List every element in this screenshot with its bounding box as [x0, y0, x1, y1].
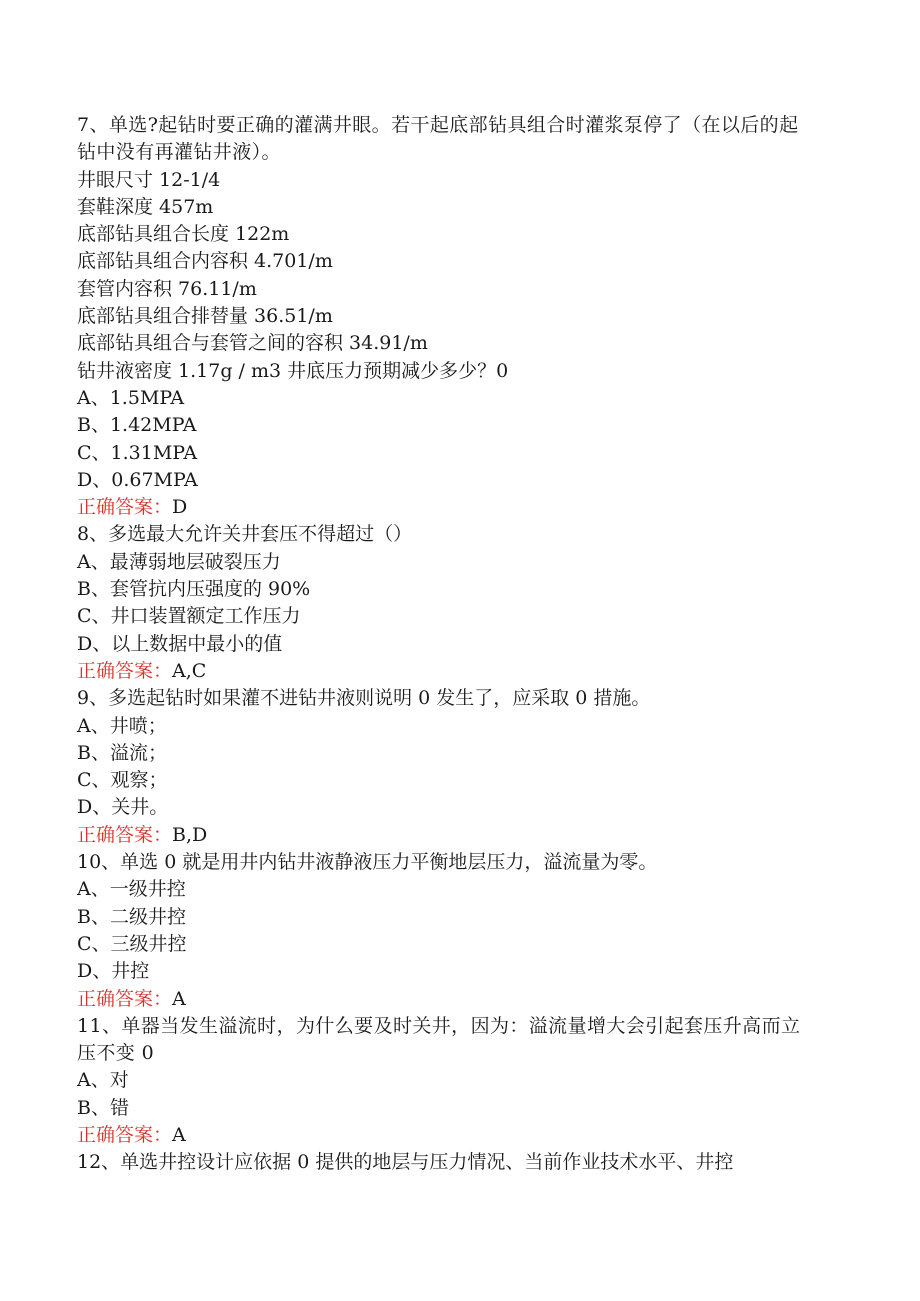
answer-label: 正确答案：: [77, 659, 173, 682]
option-b: B、二级井控: [77, 905, 186, 928]
question-block: [77, 112, 817, 521]
option-d: D、井控: [77, 960, 150, 983]
answer-line: [77, 1122, 817, 1149]
question-detail: 套鞋深度 457m: [77, 195, 214, 218]
answer-line: [77, 986, 817, 1013]
answer-value: A: [172, 1123, 186, 1146]
answer-value: A: [172, 987, 186, 1010]
question-detail: 底部钻具组合内容积 4.701/m: [77, 250, 333, 273]
answer-value: A,C: [172, 659, 207, 682]
answer-value: B,D: [172, 823, 208, 846]
question-detail: 井眼尺寸 12-1/4: [77, 168, 221, 191]
option-a: A、一级井控: [77, 878, 186, 901]
answer-line: [77, 494, 817, 521]
question-stem: 10、单选 0 就是用井内钻井液静液压力平衡地层压力，溢流量为零。: [77, 851, 658, 874]
option-c: C、三级井控: [77, 932, 187, 955]
option-b: B、错: [77, 1096, 129, 1119]
question-block: [77, 521, 817, 685]
option-d: D、0.67MPA: [77, 468, 198, 491]
answer-label: 正确答案：: [77, 496, 173, 519]
option-a: A、对: [77, 1069, 129, 1092]
option-a: A、井喷；: [77, 714, 167, 737]
question-detail: 底部钻具组合排替量 36.51/m: [77, 305, 333, 328]
option-a: A、最薄弱地层破裂压力: [77, 550, 281, 573]
option-c: C、1.31MPA: [77, 441, 198, 464]
question-stem: 11、单器当发生溢流时，为什么要及时关井，因为：溢流量增大会引起套压升高而立压不变 0: [77, 1014, 801, 1065]
answer-line: [77, 822, 817, 849]
option-b: B、溢流；: [77, 741, 167, 764]
question-detail: 底部钻具组合长度 122m: [77, 223, 290, 246]
question-block: [77, 1013, 817, 1149]
question-detail: 钻井液密度 1.17g / m3 井底压力预期减少多少？0: [77, 359, 509, 382]
option-d: D、关井。: [77, 796, 169, 819]
question-detail: 套管内容积 76.11/m: [77, 277, 257, 300]
question-stem: 8、多选最大允许关井套压不得超过（）: [77, 523, 413, 546]
option-b: B、1.42MPA: [77, 414, 197, 437]
answer-label: 正确答案：: [77, 987, 173, 1010]
document-body: [77, 112, 817, 1177]
question-block: [77, 685, 817, 849]
question-stem: 7、单选?起钻时要正确的灌满井眼。若干起底部钻具组合时灌浆泵停了（在以后的起钻中没有再灌钻井液）。: [77, 114, 799, 164]
answer-line: [77, 658, 817, 685]
option-c: C、井口装置额定工作压力: [77, 605, 301, 628]
option-a: A、1.5MPA: [77, 386, 185, 409]
question-block: [77, 1149, 817, 1176]
option-d: D、以上数据中最小的值: [77, 632, 283, 655]
option-b: B、套管抗内压强度的 90%: [77, 578, 311, 601]
answer-label: 正确答案：: [77, 823, 173, 846]
option-c: C、观察；: [77, 769, 168, 792]
answer-value: D: [172, 496, 188, 519]
question-detail: 底部钻具组合与套管之间的容积 34.91/m: [77, 332, 428, 355]
question-stem: 9、多选起钻时如果灌不进钻井液则说明 0 发生了，应采取 0 措施。: [77, 687, 651, 710]
question-block: [77, 849, 817, 1013]
answer-label: 正确答案：: [77, 1123, 173, 1146]
question-stem: 12、单选井控设计应依据 0 提供的地层与压力情况、当前作业技术水平、井控: [77, 1151, 734, 1174]
